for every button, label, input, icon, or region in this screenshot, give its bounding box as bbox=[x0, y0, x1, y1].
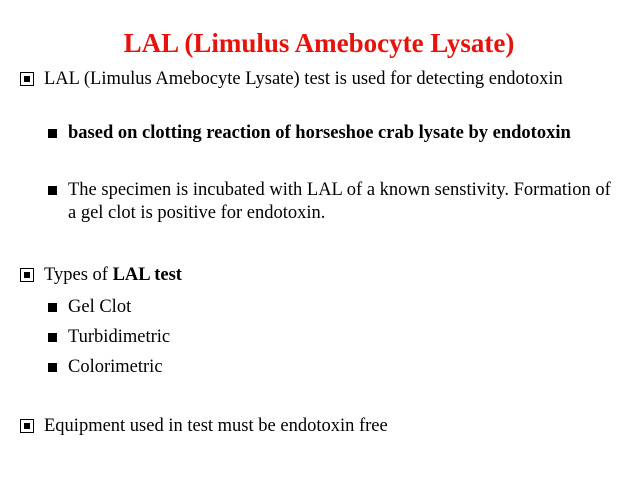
slide-title: LAL (Limulus Amebocyte Lysate) bbox=[123, 28, 515, 58]
bullet-text: based on clotting reaction of horseshoe crab lysate by endotoxin bbox=[68, 123, 571, 143]
bullet-equipment bbox=[20, 415, 620, 438]
bullet-text: Turbidimetric bbox=[68, 327, 171, 347]
bullet-text: Equipment used in test must be endotoxin free bbox=[44, 416, 388, 436]
sub-bullet-clotting bbox=[48, 122, 618, 145]
sub-bullet-turbidimetric bbox=[48, 326, 618, 349]
checkbox-bullet-icon bbox=[20, 419, 34, 433]
bullet-lal-test bbox=[20, 68, 620, 91]
bullet-text bbox=[44, 264, 620, 287]
square-bullet-icon bbox=[48, 363, 57, 372]
sub-bullet-gel-clot bbox=[48, 296, 618, 319]
square-bullet-icon bbox=[48, 186, 57, 195]
square-bullet-icon bbox=[48, 303, 57, 312]
bullet-text: Colorimetric bbox=[68, 357, 163, 377]
bullet-text: Gel Clot bbox=[68, 297, 132, 317]
checkbox-bullet-icon bbox=[20, 72, 34, 86]
sub-bullet-specimen bbox=[48, 179, 618, 225]
bullet-text: LAL (Limulus Amebocyte Lysate) test is used for detecting endotoxin bbox=[44, 69, 563, 89]
bullet-text-bold: LAL test bbox=[112, 265, 182, 285]
checkbox-bullet-icon bbox=[20, 268, 34, 282]
bullet-types bbox=[20, 264, 620, 287]
bullet-text-prefix: Types of bbox=[44, 265, 113, 285]
square-bullet-icon bbox=[48, 333, 57, 342]
square-bullet-icon bbox=[48, 129, 57, 138]
sub-bullet-colorimetric bbox=[48, 356, 618, 379]
bullet-text: The specimen is incubated with LAL of a known senstivity. Formation of a gel clot is positive for endotoxin. bbox=[68, 180, 611, 223]
